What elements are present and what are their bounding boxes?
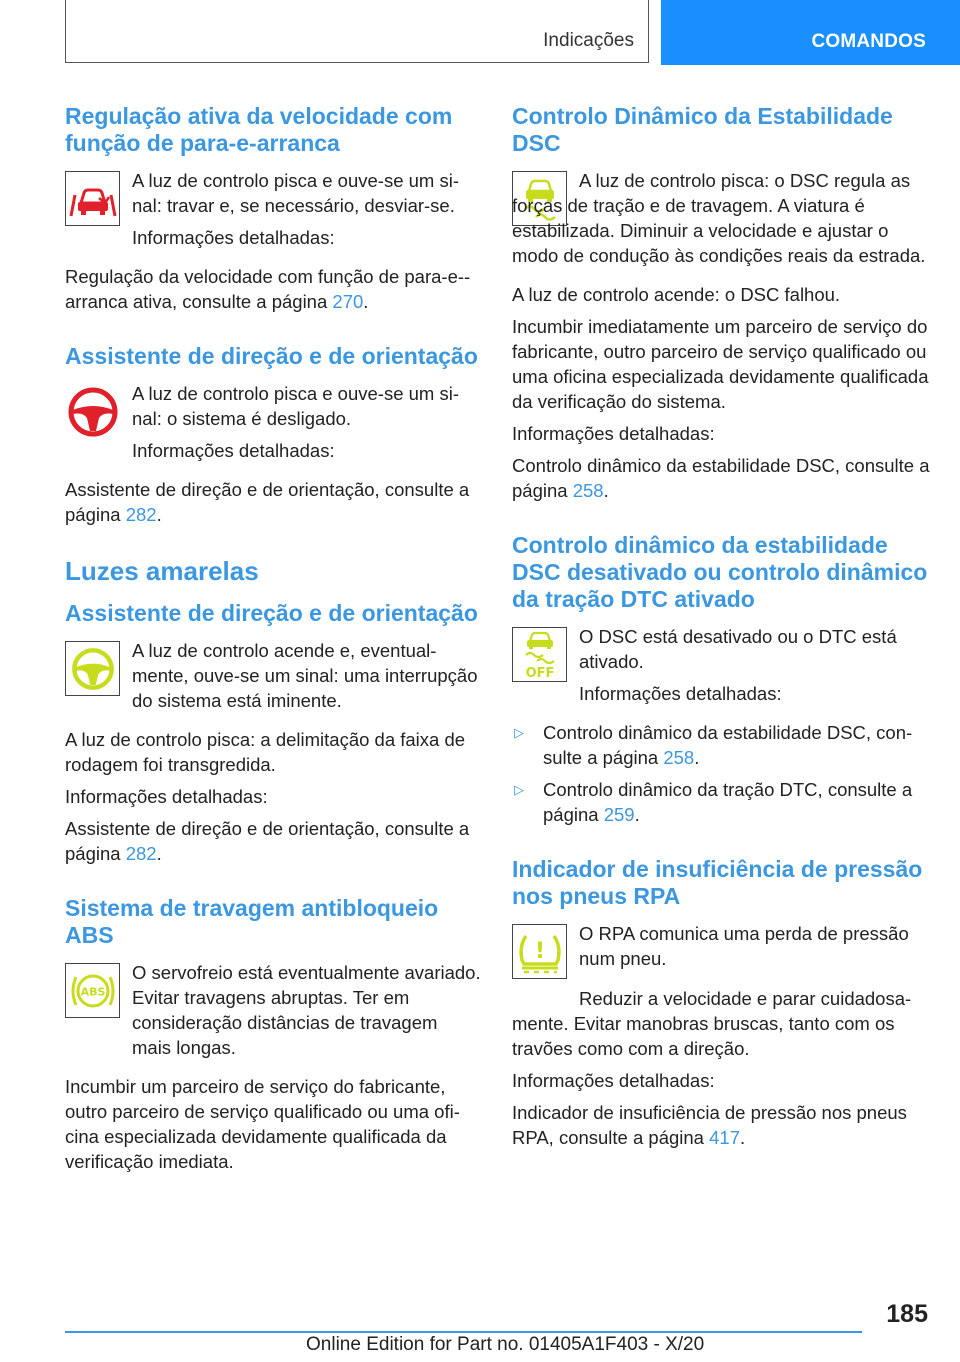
steer-red-info-label: Informações detalhadas: (132, 440, 335, 461)
header-section-label: COMANDOS (811, 31, 926, 52)
steer-yellow-info-label: Informações detalhadas: (65, 786, 268, 807)
rpa-info-label: Informações detalhadas: (512, 1070, 715, 1091)
list-item: ▷ Controlo dinâmico da tração DTC, consulte a página 259. (514, 779, 913, 825)
abs-warning-block (65, 960, 481, 1067)
yellow-lights-title: Luzes amarelas (65, 556, 259, 586)
rpa-text2: Reduzir a velocidade e parar cuidadosamente. Evitar manobras bruscas, tanto com os travões como com a direção. (512, 988, 912, 1059)
rpa-page-link[interactable]: 417 (709, 1127, 740, 1148)
acc-page-link[interactable]: 270 (332, 291, 364, 312)
steer-red-text: A luz de controlo pisca e ouve-se um sinal: o sistema é desligado. (132, 383, 460, 429)
dsc-warning-block (512, 168, 930, 275)
steering-wheel-icon (65, 384, 120, 439)
header-chapter-box (65, 0, 649, 63)
abs-text: O servofreio está eventualmente avariado. Evitar travagens abruptas. Ter em consideração distâncias de travagem mais longas. (132, 962, 481, 1058)
page-number: 185 (886, 1300, 928, 1328)
tire-pressure-icon (512, 924, 567, 979)
header-title: Indicações (543, 30, 634, 51)
steer-yellow-text2: A luz de controlo pisca: a delimitação da faixa de rodagem foi transgredida. (65, 729, 466, 775)
dsc-text3: Incumbir imediatamente um parceiro de serviço do fabricante, outro parceiro de serviço qualificado ou uma oficina especializada devidamente qualificada da verificação do sistema. (512, 316, 929, 412)
steer-red-warning-block (65, 381, 481, 470)
abs-text2: Incumbir um parceiro de serviço do fabricante, outro parceiro de serviço qualificado ou uma oficina especializada devidamente qualificada da verificação imediata. (65, 1076, 460, 1172)
acc-warning-icon (65, 171, 120, 226)
bullet-triangle-icon: ▷ (514, 782, 524, 797)
page-header (0, 0, 960, 66)
dsc-off-page-link-2[interactable]: 259 (603, 804, 635, 825)
bullet-triangle-icon: ▷ (514, 725, 524, 740)
acc-text: A luz de controlo pisca e ouve-se um sinal: travar e, se necessário, desviar-se. (132, 170, 460, 216)
abs-icon-label: ABS (80, 985, 105, 998)
rpa-text: O RPA comunica uma perda de pressão num pneu. (579, 923, 909, 969)
tire-pressure-icon-label: ! (534, 938, 545, 964)
dsc-heading: Controlo Dinâmico da Estabilidade DSC (512, 103, 893, 156)
dsc-text: A luz de controlo pisca: o DSC regula as forças de tração e de travagem. A viatura é estabilizada. Diminuir a velocidade e ajustar o modo de condução às condições reais da estrada. (512, 170, 926, 266)
steer-red-page-link[interactable]: 282 (125, 504, 157, 525)
footer-edition: Online Edition for Part no. 01405A1F403 - X/20 (306, 1334, 705, 1355)
dsc-off-icon (512, 627, 567, 682)
dsc-off-text: O DSC está desativado ou o DTC está ativado. (579, 626, 897, 672)
dsc-page-link[interactable]: 258 (572, 480, 604, 501)
dsc-off-page-link-1[interactable]: 258 (663, 747, 695, 768)
dsc-info-label: Informações detalhadas: (512, 423, 715, 444)
dsc-off-info-label: Informações detalhadas: (579, 683, 782, 704)
rpa-reference: Indicador de insuficiência de pressão nos pneus RPA, consulte a página 417. (512, 1102, 907, 1148)
left-column (65, 103, 481, 1181)
dsc-off-heading: Controlo dinâmico da estabilidade DSC desativado ou controlo dinâmico da tração DTC ativado (512, 532, 928, 612)
steer-yellow-warning-block (65, 638, 481, 720)
dsc-text2: A luz de controlo acende: o DSC falhou. (512, 284, 841, 305)
acc-reference: Regulação da velocidade com função de para-e--arranca ativa, consulte a página 270. (65, 266, 471, 312)
rpa-heading: Indicador de insuficiência de pressão nos pneus RPA (512, 856, 923, 909)
dsc-off-reference-list (512, 720, 930, 827)
rpa-warning-block (512, 921, 930, 979)
acc-warning-block (65, 168, 481, 257)
steer-yellow-reference: Assistente de direção e de orientação, consulte a página 282. (65, 818, 470, 864)
steer-red-reference: Assistente de direção e de orientação, consulte a página 282. (65, 479, 470, 525)
dsc-off-warning-block (512, 624, 930, 713)
dsc-off-icon-label: OFF (525, 665, 554, 680)
abs-heading: Sistema de travagem antibloqueio ABS (65, 895, 439, 948)
footer-divider (65, 1331, 862, 1333)
header-section-tab[interactable] (661, 0, 960, 65)
acc-info-label: Informações detalhadas: (132, 227, 335, 248)
right-column (512, 103, 930, 1157)
acc-heading: Regulação ativa da velocidade com função de para-e-arranca (65, 103, 453, 156)
steer-yellow-heading: Assistente de direção e de orientação (65, 600, 478, 626)
steer-yellow-text: A luz de controlo acende e, eventualmente, ouve-se um sinal: uma interrupção do sistema está iminente. (132, 640, 478, 711)
steer-yellow-page-link[interactable]: 282 (125, 843, 157, 864)
dsc-reference: Controlo dinâmico da estabilidade DSC, consulte a página 258. (512, 455, 930, 501)
list-item: ▷ Controlo dinâmico da estabilidade DSC, consulte a página 258. (514, 722, 913, 768)
abs-icon (65, 963, 120, 1018)
steer-red-heading: Assistente de direção e de orientação (65, 343, 478, 369)
steering-wheel-icon (65, 641, 120, 696)
